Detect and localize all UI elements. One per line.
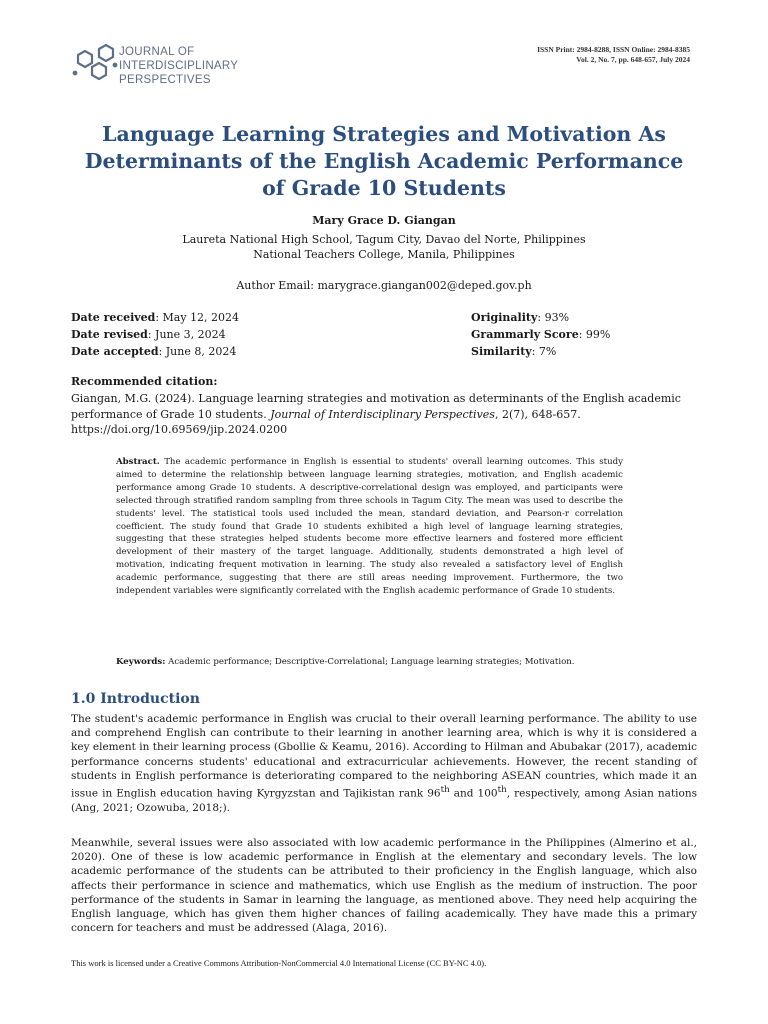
dates-block [71,309,239,360]
abstract-text: The academic performance in English is essential to students' overall learning outcomes. This study aimed to determine the relationship between language learning strategies, motivation, and English academic performance among Grade 10 students. A descriptive-correlational design was employed, and participants were selected through stratified random sampling from three schools in Tagum City. The mean was used to describe the students' level. The statistical tools used included the mean, standard deviation, and Pearson-r correlation coefficient. The study found that Grade 10 students exhibited a high level of language learning strategies, suggesting that these strategies helped students become more effective learners and fostered more efficient development of their mastery of the target language. Additionally, students demonstrated a high level of motivation, indicating frequent motivation in learning. The study also revealed a satisfactory level of English academic performance, suggesting that there are still areas needing improvement. Furthermore, the two independent variables were significantly correlated with the English academic performance of Grade 10 students. [116,457,624,597]
intro-paragraph-2: Meanwhile, several issues were also associated with low academic performance in the Philippines (Almerino et al., 2020). One of these is low academic performance in English at the elementary and secondary levels. The low academic performance of the students can be attributed to their proficiency in the English language, which also affects their performance in science and mathematics, which use English as the medium of instruction. The poor performance of the students in Samar in learning the language, as mentioned above. They need help acquiring the English language, which has given them higher chances of failing academically. They have made this a primary concern for teachers and must be addressed (Alaga, 2016). [71,837,697,935]
abstract-label: Abstract. [116,457,160,467]
journal-name-line3: PERSPECTIVES [119,74,211,86]
title-line3: of Grade 10 Students [262,176,506,200]
title-line2: Determinants of the English Academic Performance [84,149,684,173]
originality: Originality: 93% [471,311,570,324]
date-received: Date received: May 12, 2024 [71,311,240,324]
citation-journal: Journal of Interdisciplinary Perspectives [270,407,495,421]
title-line1: Language Learning Strategies and Motivation As [102,122,666,146]
issn-block [537,45,690,65]
citation-doi-link[interactable]: https://doi.org/10.69569/jip.2024.0200 [71,423,288,436]
similarity: Similarity: 7% [471,345,557,358]
intro-paragraph-1: The student's academic performance in English was crucial to their overall learning performance. The ability to use and comprehend English can contribute to their learning in another learning area, which is why it is considered a key element in their learning process (Gbollie & Keamu, 2016). According to Hilman and Abubakar (2017), academic performance concerns students' educational and extracurricular achievements. However, the recent standing of students in English performance is deteriorating compared to the neighboring ASEAN countries, which made it an issue in English education having Kyrgyzstan and Tajikistan rank 96th and 100th, respectively, among Asian nations (Ang, 2021; Ozowuba, 2018;). [71,713,697,814]
paper-title [60,121,708,202]
author-email: Author Email: marygrace.giangan002@deped.gov.ph [236,279,532,292]
hexagon-chain-icon [70,43,120,85]
section-heading-introduction: 1.0 Introduction [71,691,200,707]
keywords-text: Academic performance; Descriptive-Correlational; Language learning strategies; Motivation. [168,657,575,667]
journal-name-line2: INTERDISCIPLINARY [119,60,239,72]
affiliation-2: National Teachers College, Manila, Philippines [253,248,515,261]
keywords-label: Keywords: [116,657,166,667]
journal-name [119,45,238,87]
license-footer: This work is licensed under a Creative Commons Attribution-NonCommercial 4.0 International License (CC BY-NC 4.0). [71,958,487,968]
affiliation-1: Laureta National High School, Tagum City, Davao del Norte, Philippines [182,233,586,246]
metrics-block [471,309,610,360]
date-revised: Date revised: June 3, 2024 [71,328,226,341]
author-name: Mary Grace D. Giangan [312,214,456,227]
issn-text: ISSN Print: 2984-8288, ISSN Online: 2984-8385 [537,45,690,54]
keywords [116,657,656,667]
date-accepted: Date accepted: June 8, 2024 [71,345,237,358]
citation-heading: Recommended citation: [71,375,218,388]
journal-name-line1: JOURNAL OF [119,46,195,58]
volume-text: Vol. 2, No. 7, pp. 648-657, July 2024 [576,55,690,64]
abstract [116,456,623,598]
grammarly-score: Grammarly Score: 99% [471,328,611,341]
citation-text: Giangan, M.G. (2024). Language learning strategies and motivation as determinants of the English academic performance of Grade 10 students. Journal of Interdisciplinary Perspectives, 2(7), 648-657. https://doi.org/10.69569/jip.2024.0200 [71,392,681,436]
